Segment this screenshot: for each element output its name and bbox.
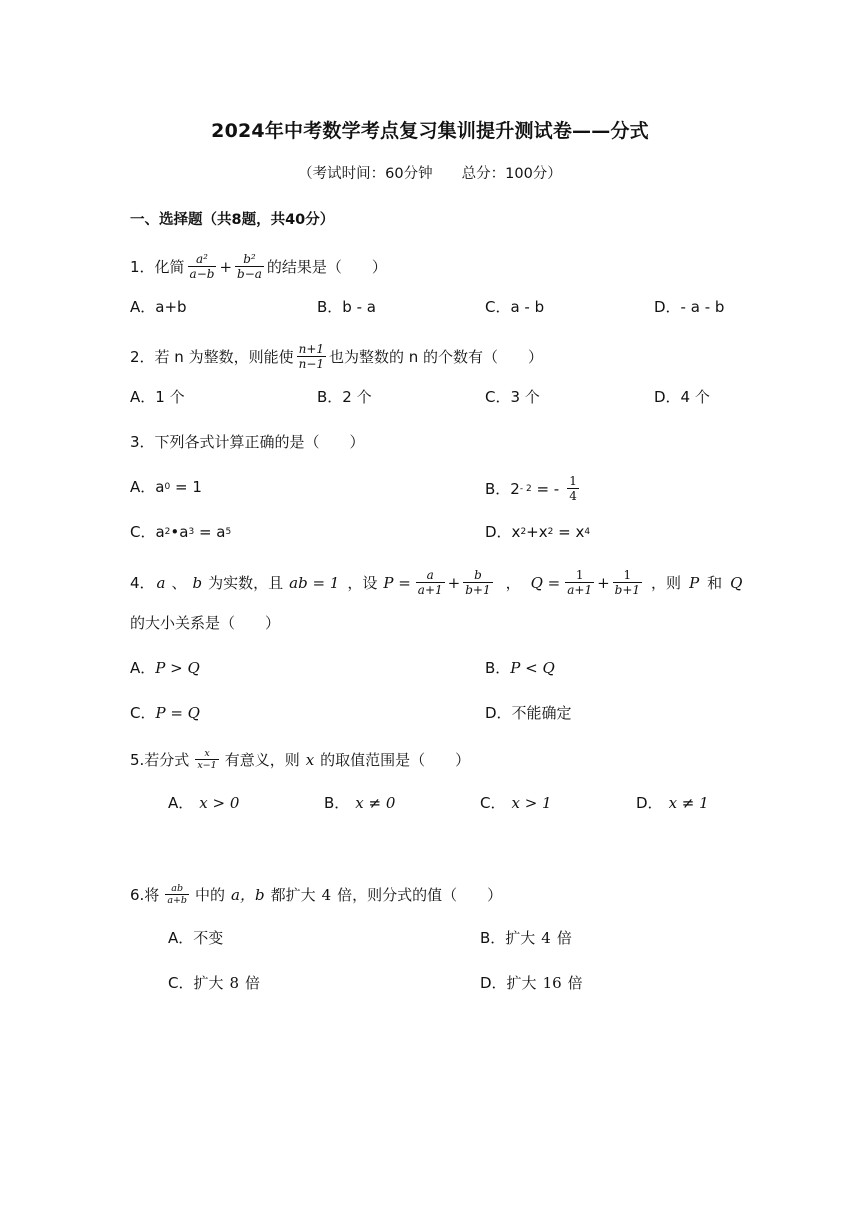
q6-frac-num: ab [171,883,184,894]
exam-info: （考试时间：60分钟 总分：100分） [298,166,562,182]
q4-c-math: P = Q [155,704,200,722]
q2-option-d[interactable]: D．4 个 [654,388,710,406]
q2-suffix: 也为整数的 n 的个数有（ ） [329,347,544,366]
q6-option-a[interactable]: A．不变 [168,929,224,947]
q2-option-c[interactable]: C．3 个 [485,388,540,406]
q2-frac-denominator: n−1 [298,357,325,371]
q5-c-math: x > 1 [511,794,552,812]
q6-b-number: 4 [541,929,551,947]
q4-option-c[interactable] [130,703,200,723]
q1-option-d[interactable]: D．- a - b [654,298,725,316]
q3-b-denominator: 4 [569,489,577,503]
q4-text-1: 为实数，且 [208,573,284,592]
q5-prefix: 5.若分式 [130,750,190,769]
q1-plus: + [219,257,233,276]
q3-c-part3: = a [198,523,226,541]
q6-fraction [165,883,189,906]
q5-option-a[interactable] [168,793,239,813]
q6-option-d[interactable] [480,973,583,993]
q3-c-part1: C．a [130,523,165,541]
q4-separator: 、 [171,573,187,592]
q4-q-lhs: Q = [530,573,561,592]
q2-option-b[interactable]: B．2 个 [317,388,372,406]
q4-condition: ab = 1 [289,573,340,592]
q4-comma: ， [505,573,521,592]
q1-option-a[interactable]: A．a+b [130,298,187,316]
q4-var-p: P [689,573,700,592]
q3-a-result: = 1 [174,478,202,496]
q4-a-label: A． [130,659,156,677]
q4-stem-line-2: 的大小关系是（ ） [130,614,281,632]
q3-option-c[interactable]: C．a 2 •a 3 = a 5 [130,523,232,541]
q2-option-a[interactable]: A．1 个 [130,388,185,406]
q6-d-unit: 倍 [567,974,583,992]
q3-b-fraction [567,474,579,503]
question-3-stem: 3．下列各式计算正确的是（ ） [130,433,365,451]
q5-option-d[interactable] [636,793,709,813]
q5-suffix: 的取值范围是（ ） [320,750,471,769]
q4-b-math: P < Q [510,659,555,677]
q4-b-label: B． [485,659,511,677]
q5-option-b[interactable] [324,793,395,813]
q5-d-label: D． [636,794,663,812]
section-heading: 一、选择题（共8题，共40分） [130,212,335,228]
q4-q-plus: + [597,573,610,592]
q4-a-math: P > Q [155,659,200,677]
q4-q-f2-num: 1 [623,568,632,582]
q6-c-unit: 倍 [245,974,261,992]
q6-d-number: 16 [542,974,562,992]
q6-frac-den: a+b [167,895,188,906]
q3-option-d[interactable]: D．x 2 +x 2 = x 4 [485,523,591,541]
question-2-stem [130,342,543,371]
q4-number: 4． [130,573,155,592]
q5-frac-num: x [204,748,210,759]
q6-b-label: B．扩大 [480,929,536,947]
q6-b-unit: 倍 [556,929,572,947]
q4-c-label: C． [130,704,156,722]
q4-p-f2-num: b [474,568,482,582]
q5-frac-den: x−1 [197,760,217,771]
q5-b-label: B． [324,794,350,812]
q4-q-f1-den: a+1 [567,583,593,597]
q4-var-b: b [192,573,203,592]
q2-frac-numerator: n+1 [298,342,325,356]
q4-q-frac-2 [613,568,642,597]
q4-text-3: ，则 [651,573,682,592]
q6-middle: 中的 [195,885,226,904]
q1-fraction-2 [235,252,264,281]
q1-prefix: 1．化简 [130,257,185,276]
q5-d-math: x ≠ 1 [668,794,709,812]
q3-b-equals: = - [536,479,560,498]
question-4-stem [130,568,742,597]
q6-c-label: C．扩大 [168,974,224,992]
q5-c-label: C． [480,794,506,812]
q5-a-math: x > 0 [199,794,240,812]
q4-q-frac-1 [565,568,594,597]
q4-text-2: ，设 [347,573,378,592]
q3-c-part2: •a [170,523,189,541]
q6-text-1: 都扩大 [270,885,316,904]
q2-fraction [297,342,326,371]
q5-middle: 有意义，则 [224,750,300,769]
question-6-stem [130,883,502,906]
q1-frac2-numerator: b² [243,252,256,266]
q6-text-2: 倍，则分式的值（ ） [337,885,503,904]
q4-p-f2-den: b+1 [465,583,491,597]
q5-a-label: A． [168,794,194,812]
q3-d-part2: +x [526,523,548,541]
q3-b-base: B．2 [485,479,520,498]
q4-q-f1-num: 1 [575,568,584,582]
q5-var-x: x [305,750,315,769]
q4-q-f2-den: b+1 [614,583,641,597]
q4-p-plus: + [447,573,461,592]
q5-b-math: x ≠ 0 [355,794,396,812]
q5-fraction [195,748,218,771]
q3-b-numerator: 1 [569,474,577,488]
q6-option-b[interactable] [480,928,572,948]
q4-p-f1-den: a+1 [417,583,443,597]
q6-factor: 4 [321,885,332,904]
q4-option-b[interactable] [485,658,555,678]
q1-option-b[interactable]: B．b - a [317,298,376,316]
q4-p-frac-2 [463,568,492,597]
question-1-stem [130,252,387,281]
q2-prefix: 2．若 n 为整数，则能使 [130,347,294,366]
q1-frac2-denominator: b−a [237,267,262,281]
q4-option-a[interactable] [130,658,200,678]
q3-option-a[interactable]: A．a 0 = 1 [130,478,202,496]
q1-suffix: 的结果是（ ） [266,257,387,276]
q3-d-part1: D．x [485,523,521,541]
question-5-stem [130,748,470,771]
q4-p-frac-1 [416,568,445,597]
q6-c-number: 8 [229,974,240,992]
q5-option-c[interactable] [480,793,552,813]
q3-option-b[interactable]: B．2 - 2 = - $\frac{1}{4}$ [485,474,577,503]
q4-var-q: Q [730,573,743,592]
q4-p-f1-num: a [426,568,434,582]
q4-and: 和 [707,573,723,592]
q1-frac1-denominator: a−b [189,267,215,281]
q6-d-label: D．扩大 [480,974,537,992]
q3-d-part3: = x [558,523,585,541]
q4-p-lhs: P = [383,573,411,592]
q6-vars: a，b [231,885,265,904]
page-title: 2024年中考数学考点复习集训提升测试卷——分式 [211,120,649,142]
q1-frac1-numerator: a² [196,252,208,266]
q1-option-c[interactable]: C．a - b [485,298,545,316]
q6-prefix: 6.将 [130,885,160,904]
q6-option-c[interactable] [168,973,260,993]
q4-option-d[interactable]: D．不能确定 [485,704,572,722]
q4-var-a: a [156,573,166,592]
q1-fraction-1 [188,252,217,281]
q3-a-base: A．a [130,478,165,496]
